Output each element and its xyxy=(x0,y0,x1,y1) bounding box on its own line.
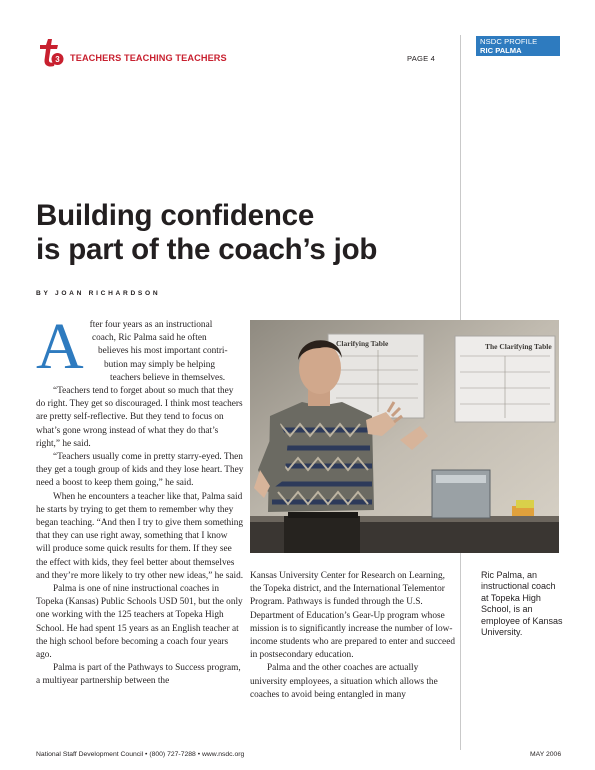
article-headline xyxy=(36,199,377,267)
lead-line: bution may simply be helping xyxy=(104,359,216,370)
photo-caption: Ric Palma, an instructional coach at Topeka High School, is an employee of Kansas University. xyxy=(481,570,563,638)
teachers-teaching-teachers-logo xyxy=(34,35,68,69)
headline-line-2: is part of the coach’s job xyxy=(36,233,378,266)
board-right-title: The Clarifying Table xyxy=(485,342,552,351)
headline-line-1: Building confidence xyxy=(36,199,315,232)
page-number: PAGE 4 xyxy=(407,54,436,63)
photo-illustration xyxy=(250,320,559,553)
section-tag xyxy=(476,36,560,56)
body-paragraph: Palma is one of nine instructional coaches in Topeka (Kansas) Public Schools USD 501, but the only one working with the 125 teachers at Topeka High School. He had spent 15 years as an English teacher at the high school before becoming a coach four years ago. xyxy=(36,584,243,661)
logo-number: 3 xyxy=(55,55,60,64)
lead-line: coach, Ric Palma said he often xyxy=(92,333,207,344)
body-paragraph: “Teachers usually come in pretty starry-eyed. Then they get a tough group of kids and they lose heart. They need a boost to keep them going,” he said. xyxy=(36,452,244,489)
lead-line: believes his most important contri- xyxy=(98,346,228,357)
byline: BY JOAN RICHARDSON xyxy=(36,290,161,297)
body-paragraph: Palma and the other coaches are actually university employees, a situation which allows the coaches to avoid being entangled in many xyxy=(250,663,438,700)
section-tag-name: RIC PALMA xyxy=(480,46,522,55)
body-paragraph: “Teachers tend to forget about so much that they do right. They get so discouraged. I think most teachers are pretty self-reflective. But they tend to focus on what’s gone wrong instead of what they do that’s right,” he said. xyxy=(36,386,243,449)
body-paragraph: When he encounters a teacher like that, Palma said he starts by trying to get them to remember why they began teaching. “And then I try to give them something that they can use right away, something that I know will produce some quick results for them. If they see the effect with kids, they feel better about themselves and they’re more likely to try other new ideas,” he said. xyxy=(36,491,244,581)
lead-line: teachers believe in themselves. xyxy=(110,372,226,383)
article-column-1 xyxy=(36,310,244,689)
section-tag-label: NSDC PROFILE xyxy=(480,37,538,46)
footer-contact: National Staff Development Council • (800) 727-7288 • www.nsdc.org xyxy=(36,751,245,758)
lead-line: fter four years as an instructional xyxy=(89,320,213,330)
footer-date: MAY 2006 xyxy=(530,751,562,758)
brand-title: TEACHERS TEACHING TEACHERS xyxy=(70,53,227,63)
body-paragraph: Kansas University Center for Research on Learning, the Topeka district, and the International Telementor Program. Pathways is funded through the U.S. Department of Education’s Gear-Up program whose mission is to significantly increase the number of low-income students who are prepared to enter and succeed in postsecondary education. xyxy=(250,571,455,661)
article-column-2 xyxy=(250,570,455,702)
body-paragraph: Palma is part of the Pathways to Success program, a multiyear partnership between the xyxy=(36,663,241,687)
board-left-title: Clarifying Table xyxy=(336,339,389,348)
article-photo xyxy=(250,320,559,553)
drop-cap: A xyxy=(36,310,84,383)
